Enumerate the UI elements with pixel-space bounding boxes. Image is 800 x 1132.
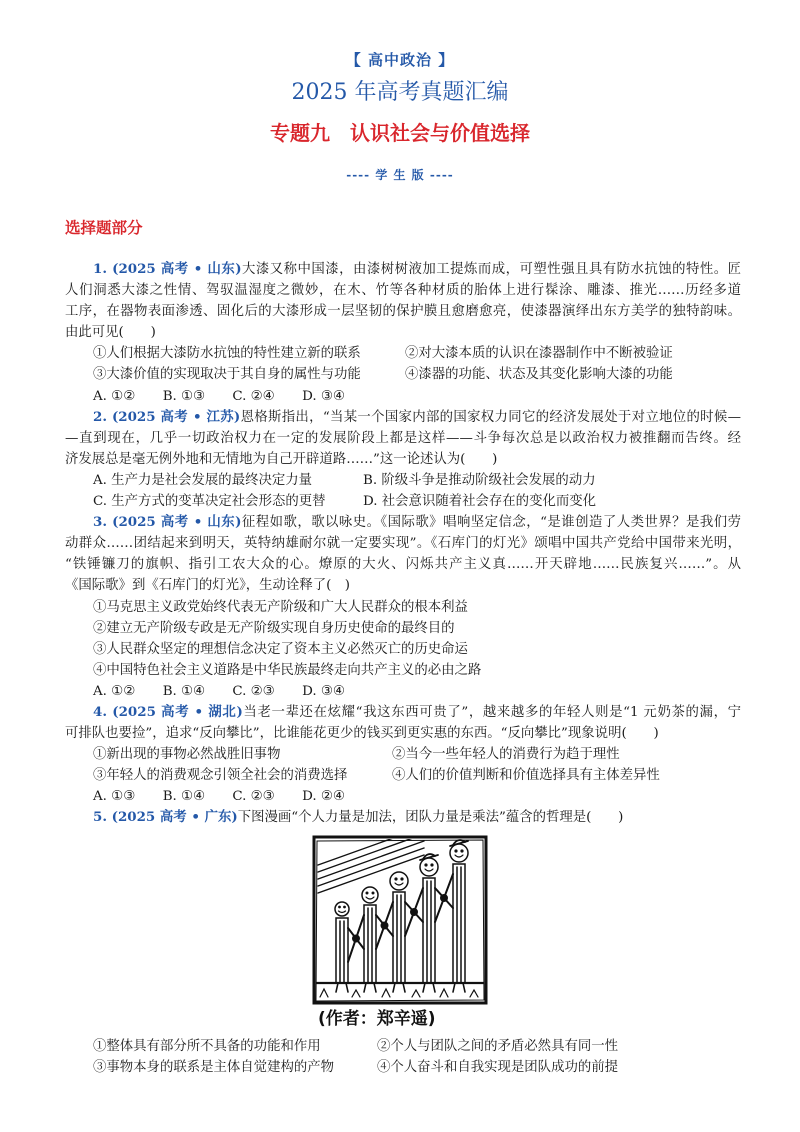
option-item: ②当今一些年轻人的消费行为趋于理性 — [392, 747, 620, 763]
option-item: ③人民群众坚定的理想信念决定了资本主义必然灭亡的历史命运 — [93, 641, 468, 657]
teamwork-cartoon-image — [312, 835, 488, 1005]
option-item: C. 生产方式的变革决定社会形态的更替 — [93, 494, 326, 510]
option-item: ②个人与团队之间的矛盾必然具有同一性 — [377, 1038, 619, 1054]
question-stem-text: 恩格斯指出，“当某一个国家内部的国家权力同它的经济发展处于对立地位的时候— — [240, 409, 741, 425]
cartoon-figure — [65, 829, 741, 1036]
option-item: ①整体具有部分所不具备的功能和作用 — [93, 1038, 321, 1054]
section-title: 选择题部分 — [65, 218, 143, 237]
option-item: A. 生产力是社会发展的最终决定力量 — [93, 472, 313, 488]
question-5 — [65, 807, 741, 1077]
question-source-label: 4. (2025 高考 • 湖北) — [93, 703, 243, 720]
question-source-label: 3. (2025 高考 • 山东) — [93, 514, 242, 531]
question-stem-line — [65, 512, 741, 533]
option-item: B. 阶级斗争是推动阶级社会发展的动力 — [363, 472, 596, 488]
question-stem-line: 人们洞悉大漆之性情、驾驭温湿度之微妙，在木、竹等各种材质的胎体上进行髹涂、雕漆、推光……历经多道 — [65, 283, 741, 299]
question-stem-text: 征程如歌，歌以咏史。《国际歌》唱响坚定信念，“是谁创造了人类世界？是我们劳 — [241, 515, 741, 531]
option-row — [65, 364, 741, 385]
option-item: ④中国特色社会主义道路是中华民族最终走向共产主义的必由之路 — [93, 662, 482, 678]
question-stem-line — [65, 259, 741, 280]
option-row — [65, 1057, 741, 1078]
answer-choice: D. ③④ — [302, 683, 345, 699]
question-3 — [65, 512, 741, 702]
question-stem-line — [65, 407, 741, 428]
answer-choice: B. ①③ — [162, 388, 206, 404]
answer-choices — [65, 386, 741, 407]
option-item: ③事物本身的联系是主体自觉建构的产物 — [93, 1059, 335, 1075]
edition-label: ---- 学 生 版 ---- — [346, 168, 454, 182]
question-stem-text: 当老一辈还在炫耀“我这东西可贵了”，越来越多的年轻人则是“1 元奶茶的漏，宁 — [242, 704, 741, 720]
question-stem-line — [65, 807, 741, 828]
question-stem-line: 由此可见( ) — [65, 325, 156, 341]
option-item: ④人们的价值判断和价值选择具有主体差异性 — [392, 768, 660, 784]
answer-choices — [65, 786, 741, 807]
topic-title: 专题九 认识社会与价值选择 — [270, 121, 530, 145]
option-item: ②对大漆本质的认识在漆器制作中不断被验证 — [405, 346, 673, 362]
question-stem-line — [65, 702, 741, 723]
answer-choice: A. ①② — [93, 388, 136, 404]
question-stem-line: 动群众……团结起来到明天，英特纳雄耐尔就一定要实现”。《石库门的灯光》颂唱中国共产党给中国带来光明， — [65, 536, 741, 552]
answer-choice: A. ①② — [93, 683, 136, 699]
option-item: D. 社会意识随着社会存在的变化而变化 — [363, 494, 597, 510]
question-stem-text: 下图漫画“个人力量是加法，团队力量是乘法”蕴含的哲理是( ) — [237, 810, 624, 826]
answer-choice: A. ①③ — [93, 789, 136, 805]
option-item: ①新出现的事物必然战胜旧事物 — [93, 747, 281, 763]
cartoon-caption: (作者：郑辛遥) — [318, 1008, 436, 1029]
option-row — [65, 744, 741, 765]
question-2 — [65, 407, 741, 512]
question-1 — [65, 259, 741, 407]
answer-choice: D. ②④ — [302, 789, 345, 805]
answer-choices — [65, 681, 741, 702]
answer-choice: C. ②③ — [232, 683, 275, 699]
question-list — [65, 259, 741, 1078]
option-row — [65, 1036, 741, 1057]
answer-choice: C. ②④ — [232, 388, 275, 404]
answer-choice: D. ③④ — [302, 388, 345, 404]
option-item: ①马克思主义政党始终代表无产阶级和广大人民群众的根本利益 — [93, 599, 468, 615]
question-stem-line: 济发展总是毫无例外地和无情地为自己开辟道路……”这一论述认为( ) — [65, 451, 498, 467]
collection-title: 2025 年高考真题汇编 — [291, 80, 509, 105]
question-source-label: 5. (2025 高考 • 广东) — [93, 809, 238, 826]
answer-choice: B. ①④ — [162, 789, 206, 805]
question-4 — [65, 702, 741, 807]
option-item: ②建立无产阶级专政是无产阶级实现自身历史使命的最终目的 — [93, 620, 455, 636]
option-row — [65, 765, 741, 786]
question-source-label: 1. (2025 高考 • 山东) — [93, 261, 242, 277]
question-stem-text: 大漆又称中国漆，由漆树树液加工提炼而成，可塑性强且具有防水抗蚀的特性。匠 — [241, 262, 741, 277]
option-item: ③年轻人的消费观念引领全社会的消费选择 — [93, 768, 348, 784]
question-stem-line: 工序，在器物表面渗透、固化后的大漆形成一层坚韧的保护膜且愈磨愈亮，使漆器演绎出东方美学的独特韵味。 — [65, 304, 741, 320]
option-item: ③大漆价值的实现取决于其自身的属性与功能 — [93, 367, 361, 383]
question-source-label: 2. (2025 高考 • 江苏) — [93, 408, 241, 425]
option-item: ④个人奋斗和自我实现是团队成功的前提 — [377, 1059, 619, 1075]
question-stem-line: —直到现在，几乎一切政治权力在一定的发展阶段上都是这样——斗争每次总是以政治权力被推翻而告终。经 — [65, 430, 741, 446]
option-row — [65, 343, 741, 364]
answer-choice: B. ①④ — [162, 683, 206, 699]
option-item: ①人们根据大漆防水抗蚀的特性建立新的联系 — [93, 346, 361, 362]
question-stem-line: 《国际歌》到《石库门的灯光》，生动诠释了( ) — [65, 578, 350, 594]
subject-heading: 【 高中政治 】 — [345, 51, 455, 69]
question-stem-line: “铁锤镰刀的旗帜、指引工农大众的心。燎原的大火、闪烁共产主义真……开天辟地……民族复兴……”。从 — [65, 557, 741, 573]
option-row — [65, 491, 741, 512]
question-stem-line: 可排队也要捡”，追求“反向攀比”，比谁能花更少的钱买到更实惠的东西。“反向攀比”现象说明( ) — [65, 726, 659, 742]
option-item: ④漆器的功能、状态及其变化影响大漆的功能 — [405, 367, 673, 383]
option-row — [65, 470, 741, 491]
answer-choice: C. ②③ — [232, 789, 275, 805]
